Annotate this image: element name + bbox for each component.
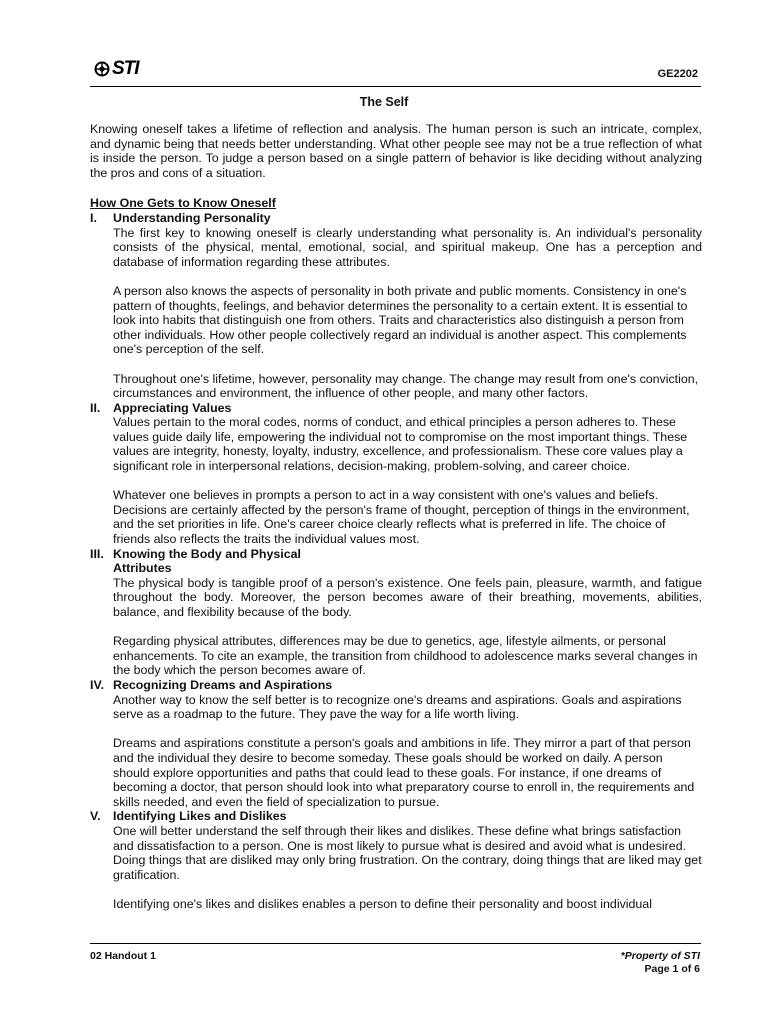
sti-emblem-icon [94,61,110,77]
page-number: Page 1 of 6 [644,963,700,975]
list-item-personality [90,211,702,401]
item-body [113,226,702,401]
item-title: Recognizing Dreams and Aspirations [113,677,333,692]
paragraph: Another way to know the self better is to recognize one's dreams and aspirations. Goals and aspirations serve as a roadmap to the future. They pave the way for a life worth living. [113,692,682,722]
item-body [113,693,702,810]
item-title: Knowing the Body and Physical [113,546,301,561]
paragraph: Dreams and aspirations constitute a person's goals and ambitions in life. They mirror a part of that person and the individual they desire to become someday. These goals should be worked on daily. A person should explore opportunities and paths that could lead to these goals. For instance, if one dreams of becoming a doctor, that person should look into what preparatory course to enroll in, the requirements and skills needed, and even the field of specialization to pursue. [113,736,695,809]
paragraph: A person also knows the aspects of personality in both private and public moments. Consistency in one's pattern of thoughts, feelings, and behavior determines the personality to a certain extent. It is essential to look into habits that distinguish one from others. Traits and characteristics also distinguish a person from other individuals. How other people collectively regard an individual is another aspect. This complements one's perception of the self. [113,283,688,357]
list-item-likes [90,809,702,911]
footer-right [621,950,700,976]
paragraph: Whatever one believes in prompts a person to act in a way consistent with one's values and beliefs. Decisions are certainly affected by the person's frame of thought, perception of things in the environment, and the set priorities in life. One's career choice clearly reflects what is preferred in life. The choice of friends also reflects the traits the individual values most. [113,488,690,547]
header-divider [90,86,701,87]
item-title: Appreciating Values [113,400,232,415]
main-content [90,122,702,911]
sti-logo [94,58,139,80]
intro-paragraph: Knowing oneself takes a lifetime of reflection and analysis. The human person is such an intricate, complex, and dynamic being that needs better understanding. What other people see may not be a true reflection of what is inside the person. To judge a person based on a single pattern of behavior is like deciding without analyzing the pros and cons of a situation. [90,122,702,180]
footer-divider [90,943,701,944]
item-numeral: III. [90,546,104,561]
list-item-values [90,401,702,547]
item-title: Understanding Personality [113,210,271,225]
handout-label: 02 Handout 1 [90,950,156,962]
item-subtitle: Attributes [113,561,172,576]
paragraph: Values pertain to the moral codes, norms of conduct, and ethical principles a person adheres to. These values guide daily life, empowering the individual not to compromise on the most important things. These values are integrity, honesty, loyalty, industry, excellence, and professionalism. These core values play a significant role in interpersonal relations, decision-making, problem-solving, and career choice. [113,415,688,474]
item-numeral: II. [90,400,101,415]
logo-text: STI [112,58,139,79]
paragraph: The first key to knowing oneself is clearly understanding what personality is. An individual's personality consists of the physical, mental, emotional, social, and spiritual makeup. One has a perception and database of information regarding these attributes. [113,225,702,269]
paragraph: Identifying one's likes and dislikes enables a person to define their personality and boost individual [113,896,652,911]
list-item-body [90,547,702,678]
course-code: GE2202 [657,68,698,80]
paragraph: One will better understand the self through their likes and dislikes. These define what brings satisfaction and dissatisfaction to a person. One is most likely to pursue what is desired and avoid what is undesired. Doing things that are disliked may only bring frustration. On the contrary, doing things that are liked may get gratification. [113,823,702,882]
property-notice: *Property of STI [620,950,700,962]
item-body [113,576,702,678]
item-title: Identifying Likes and Dislikes [113,809,287,824]
paragraph: Throughout one's lifetime, however, personality may change. The change may result from one's conviction, circumstances and environment, the influence of other people, and many other factors. [113,371,699,401]
paragraph: The physical body is tangible proof of a person's existence. One feels pain, pleasure, warmth, and fatigue throughout the body. Moreover, the person becomes aware of their breathing, movements, abilities, balance, and flexibility because of the body. [113,575,702,619]
paragraph: Regarding physical attributes, differences may be due to genetics, age, lifestyle ailments, or personal enhancements. To cite an example, the transition from childhood to adolescence marks several changes in the body which the person becomes aware of. [113,634,698,678]
list-item-dreams [90,678,702,809]
item-numeral: V. [90,809,101,824]
item-body [113,824,702,912]
item-numeral: IV. [90,677,105,692]
item-numeral: I. [90,210,97,225]
page-title: The Self [359,95,409,109]
item-body [113,415,702,546]
section-heading: How One Gets to Know Oneself [90,196,276,211]
